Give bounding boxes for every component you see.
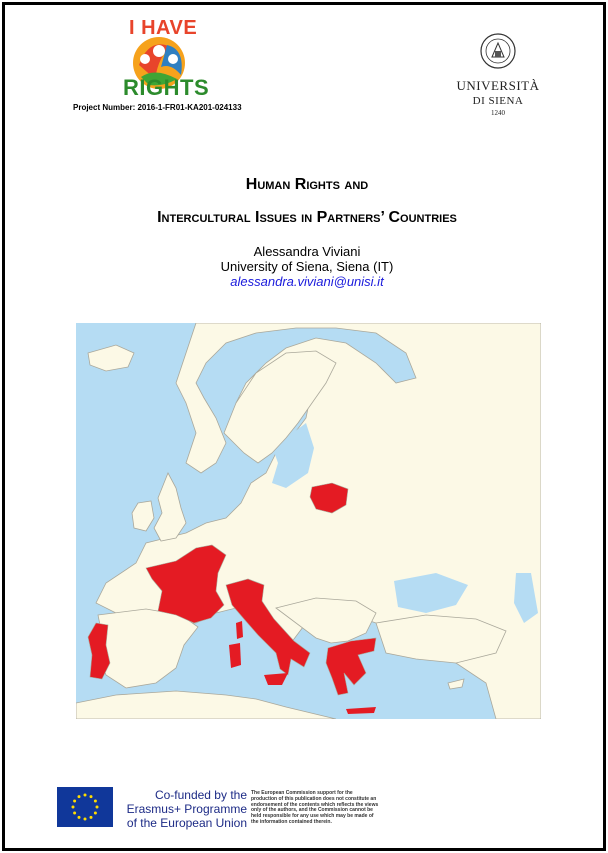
cofunded-text <box>117 788 247 830</box>
i-have-rights-logo <box>119 17 210 103</box>
eu-stars-icon <box>57 787 113 827</box>
eu-flag <box>57 787 113 827</box>
author-affiliation: University of Siena, Siena (IT) <box>220 259 394 274</box>
document-page <box>2 2 606 851</box>
university-name-line1: UNIVERSITÀ <box>456 78 540 93</box>
university-logo <box>453 31 543 117</box>
title-line2: Intercultural Issues in Partners’ Countries <box>157 209 457 226</box>
eu-disclaimer: The European Commission support for the production of this publication does not constitute an endorsement of the contents which reflects the views only of the authors, and the Commission cannot be held responsible for any use which may be made of the information contained therein. <box>251 790 379 825</box>
author-block <box>5 244 608 289</box>
logo-text-line1: I HAVE <box>129 17 198 39</box>
cofunded-line3: of the European Union <box>126 816 247 830</box>
university-seal-icon <box>478 31 518 71</box>
country-italy-sardinia <box>229 643 241 668</box>
university-year: 1240 <box>491 109 505 117</box>
university-name-line2: DI SIENA <box>472 95 524 107</box>
logo-text-line2: RIGHTS <box>123 75 210 100</box>
cofunded-line2: Erasmus+ Programme <box>126 802 247 816</box>
author-name: Alessandra Viviani <box>253 244 361 259</box>
title-line1: Human Rights and <box>245 176 369 193</box>
project-number: Project Number: 2016-1-FR01-KA201-024133 <box>73 103 242 112</box>
europe-map <box>76 323 541 719</box>
document-title <box>5 168 608 234</box>
country-france-corsica <box>236 621 243 639</box>
cofunded-line1: Co-funded by the <box>154 788 247 802</box>
author-email[interactable]: alessandra.viviani@unisi.it <box>230 274 384 289</box>
